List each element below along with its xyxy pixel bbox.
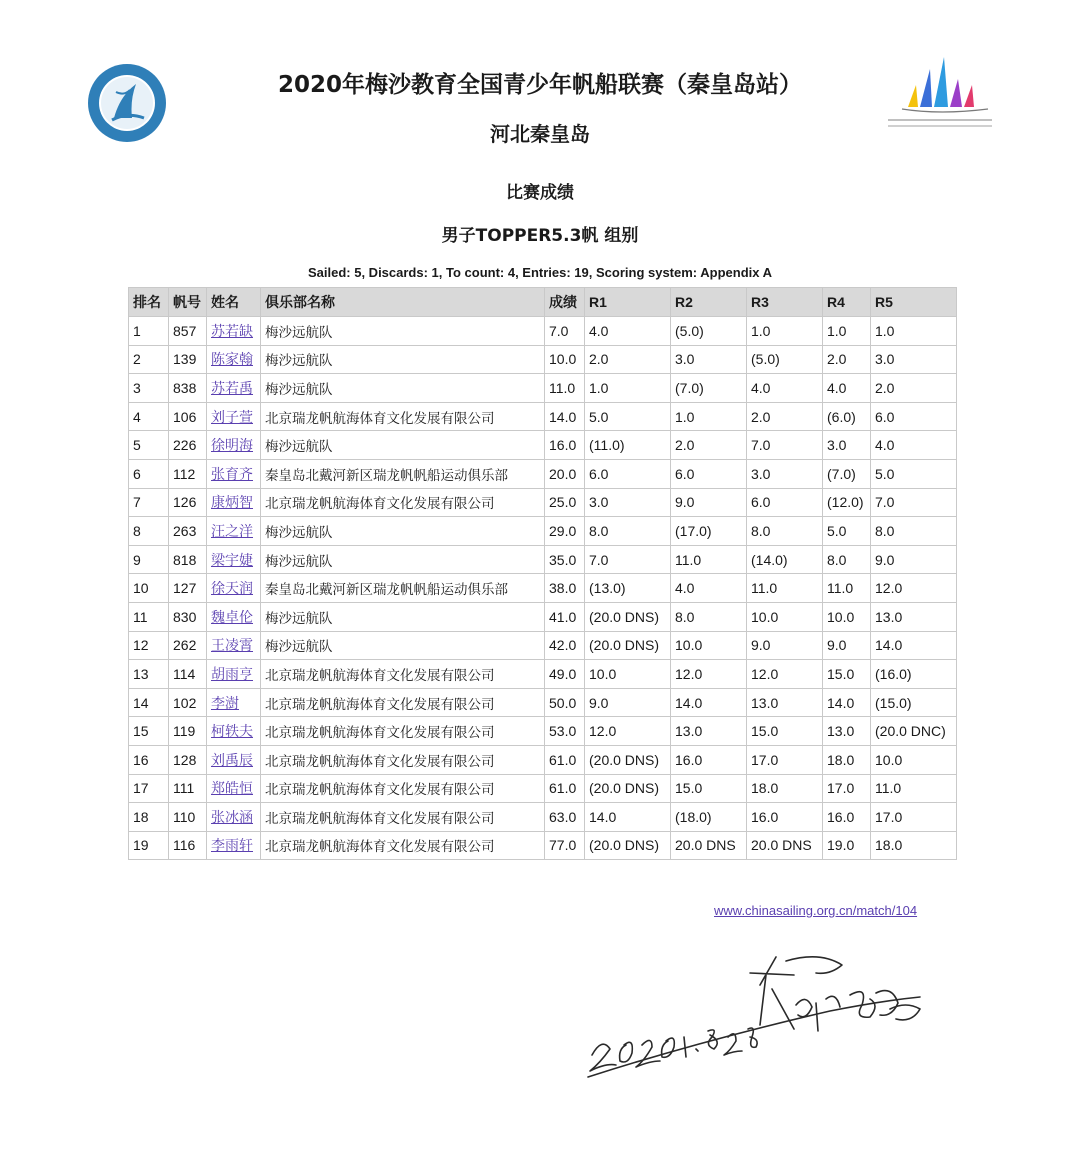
cell-club: 北京瑞龙帆航海体育文化发展有限公司 <box>261 402 545 431</box>
cell-r5: 13.0 <box>871 602 957 631</box>
table-row <box>129 431 957 460</box>
column-header-r5: R5 <box>871 288 957 317</box>
cell-total: 11.0 <box>545 374 585 403</box>
cell-r5: 8.0 <box>871 517 957 546</box>
cell-r5: 2.0 <box>871 374 957 403</box>
cell-r5: (20.0 DNC) <box>871 717 957 746</box>
cell-sail-number: 128 <box>169 745 207 774</box>
cell-r2: 11.0 <box>671 545 747 574</box>
cell-name[interactable]: 郑皓恒 <box>207 774 261 803</box>
match-link[interactable]: www.chinasailing.org.cn/match/104 <box>714 903 918 918</box>
cell-club: 北京瑞龙帆航海体育文化发展有限公司 <box>261 745 545 774</box>
cell-r4: 2.0 <box>823 345 871 374</box>
cell-rank: 17 <box>129 774 169 803</box>
cell-r3: 13.0 <box>747 688 823 717</box>
cell-total: 41.0 <box>545 602 585 631</box>
cell-r4: 8.0 <box>823 545 871 574</box>
cell-r5: 11.0 <box>871 774 957 803</box>
cell-r4: 4.0 <box>823 374 871 403</box>
table-row <box>129 317 957 346</box>
cell-r5: 4.0 <box>871 431 957 460</box>
cell-r2: 8.0 <box>671 602 747 631</box>
table-row <box>129 545 957 574</box>
cell-r2: 20.0 DNS <box>671 831 747 860</box>
cell-r1: 3.0 <box>585 488 671 517</box>
table-row <box>129 517 957 546</box>
cell-r3: 10.0 <box>747 602 823 631</box>
cell-name[interactable]: 李雨轩 <box>207 831 261 860</box>
cell-r3: 9.0 <box>747 631 823 660</box>
cell-total: 25.0 <box>545 488 585 517</box>
column-header-r4: R4 <box>823 288 871 317</box>
cell-r3: 3.0 <box>747 459 823 488</box>
cell-rank: 4 <box>129 402 169 431</box>
cell-sail-number: 818 <box>169 545 207 574</box>
cell-r5: 3.0 <box>871 345 957 374</box>
cell-r1: (20.0 DNS) <box>585 774 671 803</box>
table-row <box>129 488 957 517</box>
cell-club: 北京瑞龙帆航海体育文化发展有限公司 <box>261 488 545 517</box>
cell-sail-number: 106 <box>169 402 207 431</box>
table-row <box>129 631 957 660</box>
cell-r1: (20.0 DNS) <box>585 602 671 631</box>
cell-rank: 11 <box>129 602 169 631</box>
group-title: 男子TOPPER5.3帆 组别 <box>441 226 639 246</box>
column-header-rank: 排名 <box>129 288 169 317</box>
cell-sail-number: 116 <box>169 831 207 860</box>
cell-r5: 7.0 <box>871 488 957 517</box>
cell-sail-number: 119 <box>169 717 207 746</box>
signature <box>580 945 940 1085</box>
cell-sail-number: 857 <box>169 317 207 346</box>
column-header-r2: R2 <box>671 288 747 317</box>
cell-name[interactable]: 张冰涵 <box>207 803 261 832</box>
table-row <box>129 831 957 860</box>
cell-r4: 10.0 <box>823 602 871 631</box>
cell-r1: 6.0 <box>585 459 671 488</box>
table-row <box>129 402 957 431</box>
cell-sail-number: 838 <box>169 374 207 403</box>
cell-r2: 14.0 <box>671 688 747 717</box>
cell-name[interactable]: 陈家翰 <box>207 345 261 374</box>
cell-name[interactable]: 魏卓伦 <box>207 602 261 631</box>
cell-rank: 14 <box>129 688 169 717</box>
column-header-total: 成绩 <box>545 288 585 317</box>
cell-r3: 15.0 <box>747 717 823 746</box>
cell-total: 29.0 <box>545 517 585 546</box>
cell-name[interactable]: 康炳智 <box>207 488 261 517</box>
cell-r4: 1.0 <box>823 317 871 346</box>
cell-r4: 11.0 <box>823 574 871 603</box>
cell-r2: (5.0) <box>671 317 747 346</box>
cell-r2: 1.0 <box>671 402 747 431</box>
cell-rank: 9 <box>129 545 169 574</box>
cell-name[interactable]: 苏若禹 <box>207 374 261 403</box>
cell-sail-number: 263 <box>169 517 207 546</box>
cell-club: 梅沙远航队 <box>261 631 545 660</box>
cell-r4: 3.0 <box>823 431 871 460</box>
table-row <box>129 745 957 774</box>
cell-name[interactable]: 梁宇婕 <box>207 545 261 574</box>
cell-total: 49.0 <box>545 660 585 689</box>
column-header-r3: R3 <box>747 288 823 317</box>
column-header-name: 姓名 <box>207 288 261 317</box>
column-header-r1: R1 <box>585 288 671 317</box>
cell-rank: 5 <box>129 431 169 460</box>
cell-club: 秦皇岛北戴河新区瑞龙帆帆船运动俱乐部 <box>261 574 545 603</box>
cell-r4: 9.0 <box>823 631 871 660</box>
cell-r5: 10.0 <box>871 745 957 774</box>
cell-r4: 17.0 <box>823 774 871 803</box>
cell-total: 77.0 <box>545 831 585 860</box>
cell-rank: 18 <box>129 803 169 832</box>
cell-r2: 12.0 <box>671 660 747 689</box>
cell-r5: 6.0 <box>871 402 957 431</box>
cell-r3: 11.0 <box>747 574 823 603</box>
table-row <box>129 602 957 631</box>
cell-r4: 5.0 <box>823 517 871 546</box>
cell-sail-number: 110 <box>169 803 207 832</box>
cell-name[interactable]: 王凌霄 <box>207 631 261 660</box>
cell-r2: (17.0) <box>671 517 747 546</box>
cell-r5: (15.0) <box>871 688 957 717</box>
cell-r1: 7.0 <box>585 545 671 574</box>
cell-r3: 4.0 <box>747 374 823 403</box>
cell-rank: 7 <box>129 488 169 517</box>
cell-club: 秦皇岛北戴河新区瑞龙帆帆船运动俱乐部 <box>261 459 545 488</box>
cell-club: 梅沙远航队 <box>261 317 545 346</box>
cell-r5: 9.0 <box>871 545 957 574</box>
cell-total: 53.0 <box>545 717 585 746</box>
cell-r2: 4.0 <box>671 574 747 603</box>
cell-r1: 4.0 <box>585 317 671 346</box>
cell-name[interactable]: 汪之洋 <box>207 517 261 546</box>
cell-r1: 2.0 <box>585 345 671 374</box>
table-row <box>129 774 957 803</box>
cell-total: 16.0 <box>545 431 585 460</box>
cell-sail-number: 830 <box>169 602 207 631</box>
cell-club: 梅沙远航队 <box>261 431 545 460</box>
cell-r5: (16.0) <box>871 660 957 689</box>
cell-name[interactable]: 胡雨亨 <box>207 660 261 689</box>
cell-r4: (12.0) <box>823 488 871 517</box>
cell-rank: 12 <box>129 631 169 660</box>
cell-name[interactable]: 李澍 <box>207 688 261 717</box>
cell-total: 20.0 <box>545 459 585 488</box>
cell-r2: 10.0 <box>671 631 747 660</box>
cell-rank: 15 <box>129 717 169 746</box>
table-row <box>129 574 957 603</box>
cell-r2: 2.0 <box>671 431 747 460</box>
cell-club: 北京瑞龙帆航海体育文化发展有限公司 <box>261 717 545 746</box>
cell-r1: (20.0 DNS) <box>585 631 671 660</box>
cell-sail-number: 226 <box>169 431 207 460</box>
cell-total: 14.0 <box>545 402 585 431</box>
cell-sail-number: 114 <box>169 660 207 689</box>
cell-name[interactable]: 刘子萱 <box>207 402 261 431</box>
cell-sail-number: 112 <box>169 459 207 488</box>
cell-rank: 1 <box>129 317 169 346</box>
cell-r4: 15.0 <box>823 660 871 689</box>
cell-rank: 16 <box>129 745 169 774</box>
cell-rank: 2 <box>129 345 169 374</box>
cell-club: 梅沙远航队 <box>261 602 545 631</box>
cell-name[interactable]: 徐明海 <box>207 431 261 460</box>
cell-r1: 8.0 <box>585 517 671 546</box>
cell-r1: 1.0 <box>585 374 671 403</box>
cell-r1: (13.0) <box>585 574 671 603</box>
section-title: 比赛成绩 <box>506 183 574 203</box>
cell-total: 35.0 <box>545 545 585 574</box>
cell-rank: 3 <box>129 374 169 403</box>
cell-r1: 12.0 <box>585 717 671 746</box>
table-row <box>129 717 957 746</box>
table-row <box>129 660 957 689</box>
cell-r3: 6.0 <box>747 488 823 517</box>
cell-rank: 8 <box>129 517 169 546</box>
page-title: 2020年梅沙教育全国青少年帆船联赛（秦皇岛站） <box>277 72 802 98</box>
cell-sail-number: 139 <box>169 345 207 374</box>
cell-club: 梅沙远航队 <box>261 545 545 574</box>
cell-r3: 17.0 <box>747 745 823 774</box>
scoring-summary: Sailed: 5, Discards: 1, To count: 4, Entries: 19, Scoring system: Appendix A <box>307 265 773 280</box>
cell-r3: (5.0) <box>747 345 823 374</box>
cell-r3: 18.0 <box>747 774 823 803</box>
cell-club: 梅沙远航队 <box>261 374 545 403</box>
table-header-row <box>129 288 957 317</box>
cell-r5: 18.0 <box>871 831 957 860</box>
cell-total: 63.0 <box>545 803 585 832</box>
column-header-club: 俱乐部名称 <box>261 288 545 317</box>
cell-total: 7.0 <box>545 317 585 346</box>
cell-rank: 13 <box>129 660 169 689</box>
cell-r3: 20.0 DNS <box>747 831 823 860</box>
cell-name[interactable]: 柯轶夫 <box>207 717 261 746</box>
table-row <box>129 688 957 717</box>
page-location: 河北秦皇岛 <box>490 122 590 146</box>
table-row <box>129 803 957 832</box>
results-body <box>129 317 957 860</box>
cell-r2: 3.0 <box>671 345 747 374</box>
cell-name[interactable]: 苏若缺 <box>207 317 261 346</box>
cell-r1: (20.0 DNS) <box>585 831 671 860</box>
cell-r2: 13.0 <box>671 717 747 746</box>
cell-sail-number: 127 <box>169 574 207 603</box>
cell-club: 北京瑞龙帆航海体育文化发展有限公司 <box>261 660 545 689</box>
cell-name[interactable]: 刘禹辰 <box>207 745 261 774</box>
cell-r4: 16.0 <box>823 803 871 832</box>
cell-r3: 7.0 <box>747 431 823 460</box>
cell-r2: (18.0) <box>671 803 747 832</box>
cell-r4: (6.0) <box>823 402 871 431</box>
table-row <box>129 459 957 488</box>
column-header-sail-number: 帆号 <box>169 288 207 317</box>
cell-club: 梅沙远航队 <box>261 517 545 546</box>
cell-r2: 15.0 <box>671 774 747 803</box>
cell-total: 42.0 <box>545 631 585 660</box>
cell-r4: (7.0) <box>823 459 871 488</box>
cell-rank: 19 <box>129 831 169 860</box>
table-row <box>129 345 957 374</box>
cell-rank: 10 <box>129 574 169 603</box>
cell-r1: 5.0 <box>585 402 671 431</box>
cell-sail-number: 102 <box>169 688 207 717</box>
cell-r4: 13.0 <box>823 717 871 746</box>
table-row <box>129 374 957 403</box>
cell-r3: (14.0) <box>747 545 823 574</box>
cell-r5: 17.0 <box>871 803 957 832</box>
cell-r5: 1.0 <box>871 317 957 346</box>
cell-r1: 10.0 <box>585 660 671 689</box>
cell-club: 北京瑞龙帆航海体育文化发展有限公司 <box>261 831 545 860</box>
cell-name[interactable]: 张育齐 <box>207 459 261 488</box>
cell-r1: 14.0 <box>585 803 671 832</box>
cell-r2: 16.0 <box>671 745 747 774</box>
cell-total: 10.0 <box>545 345 585 374</box>
cell-name[interactable]: 徐天润 <box>207 574 261 603</box>
cell-r4: 18.0 <box>823 745 871 774</box>
cell-r4: 14.0 <box>823 688 871 717</box>
cell-r1: 9.0 <box>585 688 671 717</box>
cell-club: 北京瑞龙帆航海体育文化发展有限公司 <box>261 774 545 803</box>
cell-r1: (11.0) <box>585 431 671 460</box>
cell-r3: 16.0 <box>747 803 823 832</box>
cell-rank: 6 <box>129 459 169 488</box>
cell-sail-number: 262 <box>169 631 207 660</box>
cell-sail-number: 111 <box>169 774 207 803</box>
cell-club: 北京瑞龙帆航海体育文化发展有限公司 <box>261 803 545 832</box>
cell-total: 61.0 <box>545 774 585 803</box>
cell-r3: 1.0 <box>747 317 823 346</box>
cell-r3: 2.0 <box>747 402 823 431</box>
cell-r5: 5.0 <box>871 459 957 488</box>
cell-total: 61.0 <box>545 745 585 774</box>
cell-sail-number: 126 <box>169 488 207 517</box>
cell-total: 50.0 <box>545 688 585 717</box>
results-table <box>128 287 957 860</box>
cell-r5: 14.0 <box>871 631 957 660</box>
cell-r2: 9.0 <box>671 488 747 517</box>
cell-r5: 12.0 <box>871 574 957 603</box>
cell-r2: (7.0) <box>671 374 747 403</box>
cell-r2: 6.0 <box>671 459 747 488</box>
cell-r4: 19.0 <box>823 831 871 860</box>
cell-r3: 8.0 <box>747 517 823 546</box>
cell-r3: 12.0 <box>747 660 823 689</box>
cell-club: 北京瑞龙帆航海体育文化发展有限公司 <box>261 688 545 717</box>
cell-club: 梅沙远航队 <box>261 345 545 374</box>
cell-r1: (20.0 DNS) <box>585 745 671 774</box>
cell-total: 38.0 <box>545 574 585 603</box>
